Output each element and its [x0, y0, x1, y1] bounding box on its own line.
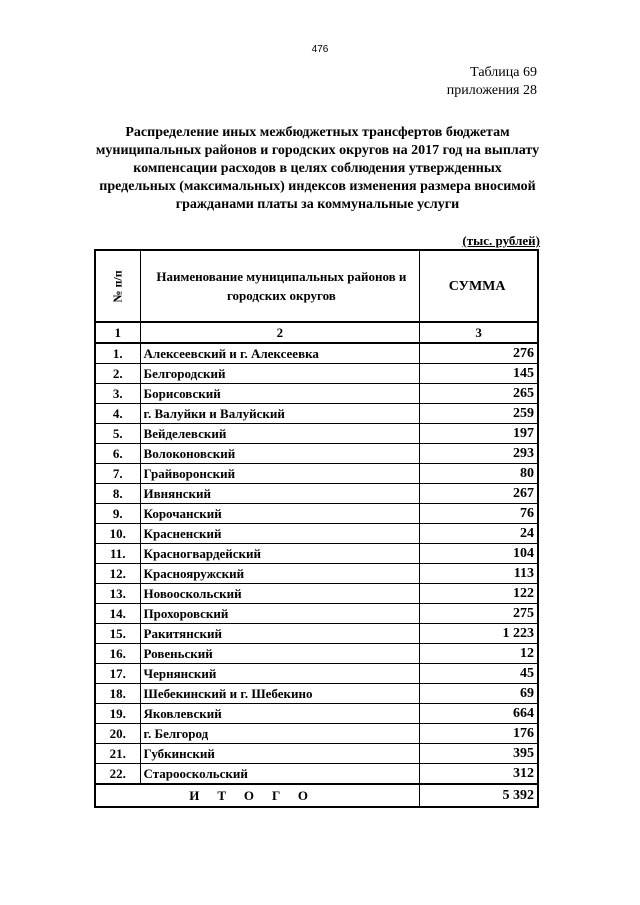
row-name: Корочанский — [140, 504, 420, 524]
row-sum: 24 — [420, 524, 538, 544]
column-number-1: 1 — [95, 322, 140, 343]
row-name: Старооскольский — [140, 764, 420, 785]
row-sum: 293 — [420, 444, 538, 464]
row-number: 12. — [95, 564, 140, 584]
table-row — [95, 564, 538, 584]
document-title: Распределение иных межбюджетных трансфертов бюджетам муниципальных районов и городских округов на 2017 год на выплату компенсации расходов в целях соблюдения утвержденных предельных (максимальных) индексов изменения размера вносимой гражданами платы за коммунальные услуги — [95, 125, 540, 212]
row-number: 8. — [95, 484, 140, 504]
distribution-table — [94, 249, 539, 808]
table-row — [95, 704, 538, 724]
row-number: 14. — [95, 604, 140, 624]
row-sum: 276 — [420, 343, 538, 364]
page-number: 476 — [311, 44, 329, 55]
table-row — [95, 624, 538, 644]
table-row — [95, 644, 538, 664]
row-name: Алексеевский и г. Алексеевка — [140, 343, 420, 364]
table-row — [95, 424, 538, 444]
row-name: г. Валуйки и Валуйский — [140, 404, 420, 424]
table-header-row — [95, 250, 538, 322]
row-sum: 104 — [420, 544, 538, 564]
table-row — [95, 444, 538, 464]
row-name: Красненский — [140, 524, 420, 544]
row-name: Белгородский — [140, 364, 420, 384]
row-sum: 1 223 — [420, 624, 538, 644]
row-name: Борисовский — [140, 384, 420, 404]
table-row — [95, 384, 538, 404]
row-sum: 113 — [420, 564, 538, 584]
row-sum: 69 — [420, 684, 538, 704]
row-sum: 45 — [420, 664, 538, 684]
table-row — [95, 524, 538, 544]
row-number: 4. — [95, 404, 140, 424]
column-number-3: 3 — [420, 322, 538, 343]
table-row — [95, 584, 538, 604]
header-number — [95, 250, 140, 322]
row-sum: 76 — [420, 504, 538, 524]
row-number: 10. — [95, 524, 140, 544]
row-name: Новооскольский — [140, 584, 420, 604]
row-name: Ивнянский — [140, 484, 420, 504]
table-body — [95, 343, 538, 784]
row-number: 16. — [95, 644, 140, 664]
row-number: 1. — [95, 343, 140, 364]
row-number: 19. — [95, 704, 140, 724]
row-sum: 664 — [420, 704, 538, 724]
table-row — [95, 724, 538, 744]
table-row — [95, 404, 538, 424]
row-sum: 395 — [420, 744, 538, 764]
table-row — [95, 684, 538, 704]
row-sum: 259 — [420, 404, 538, 424]
table-row — [95, 744, 538, 764]
total-row — [95, 784, 538, 807]
row-name: Краснояружский — [140, 564, 420, 584]
row-number: 21. — [95, 744, 140, 764]
row-sum: 80 — [420, 464, 538, 484]
row-name: Яковлевский — [140, 704, 420, 724]
row-name: Губкинский — [140, 744, 420, 764]
row-number: 5. — [95, 424, 140, 444]
row-name: Красногвардейский — [140, 544, 420, 564]
row-number: 20. — [95, 724, 140, 744]
row-name: г. Белгород — [140, 724, 420, 744]
header-number-label: № п/п — [110, 270, 125, 303]
units-label: (тыс. рублей) — [462, 233, 540, 248]
row-number: 17. — [95, 664, 140, 684]
table-row — [95, 604, 538, 624]
row-number: 2. — [95, 364, 140, 384]
header-name: Наименование муниципальных районов и городских округов — [140, 250, 420, 322]
total-label: ИТОГО — [95, 784, 420, 807]
row-name: Волоконовский — [140, 444, 420, 464]
column-number-row — [95, 322, 538, 343]
table-row — [95, 464, 538, 484]
header-sum: СУММА — [420, 250, 538, 322]
table-row — [95, 364, 538, 384]
row-name: Вейделевский — [140, 424, 420, 444]
row-name: Прохоровский — [140, 604, 420, 624]
row-sum: 197 — [420, 424, 538, 444]
row-name: Шебекинский и г. Шебекино — [140, 684, 420, 704]
row-sum: 122 — [420, 584, 538, 604]
row-number: 18. — [95, 684, 140, 704]
row-number: 22. — [95, 764, 140, 785]
total-sum: 5 392 — [420, 784, 538, 807]
row-number: 7. — [95, 464, 140, 484]
row-sum: 267 — [420, 484, 538, 504]
table-row — [95, 484, 538, 504]
row-sum: 312 — [420, 764, 538, 785]
table-reference: Таблица 69 — [470, 65, 537, 80]
row-name: Грайворонский — [140, 464, 420, 484]
table-row — [95, 504, 538, 524]
column-number-2: 2 — [140, 322, 420, 343]
table-row — [95, 343, 538, 364]
row-name: Ровеньский — [140, 644, 420, 664]
table-row — [95, 544, 538, 564]
row-sum: 145 — [420, 364, 538, 384]
row-number: 15. — [95, 624, 140, 644]
row-number: 9. — [95, 504, 140, 524]
table-row — [95, 764, 538, 785]
row-number: 6. — [95, 444, 140, 464]
row-name: Чернянский — [140, 664, 420, 684]
row-sum: 265 — [420, 384, 538, 404]
row-sum: 176 — [420, 724, 538, 744]
table-row — [95, 664, 538, 684]
row-name: Ракитянский — [140, 624, 420, 644]
appendix-reference: приложения 28 — [446, 83, 537, 98]
row-number: 3. — [95, 384, 140, 404]
row-number: 11. — [95, 544, 140, 564]
row-number: 13. — [95, 584, 140, 604]
row-sum: 12 — [420, 644, 538, 664]
row-sum: 275 — [420, 604, 538, 624]
